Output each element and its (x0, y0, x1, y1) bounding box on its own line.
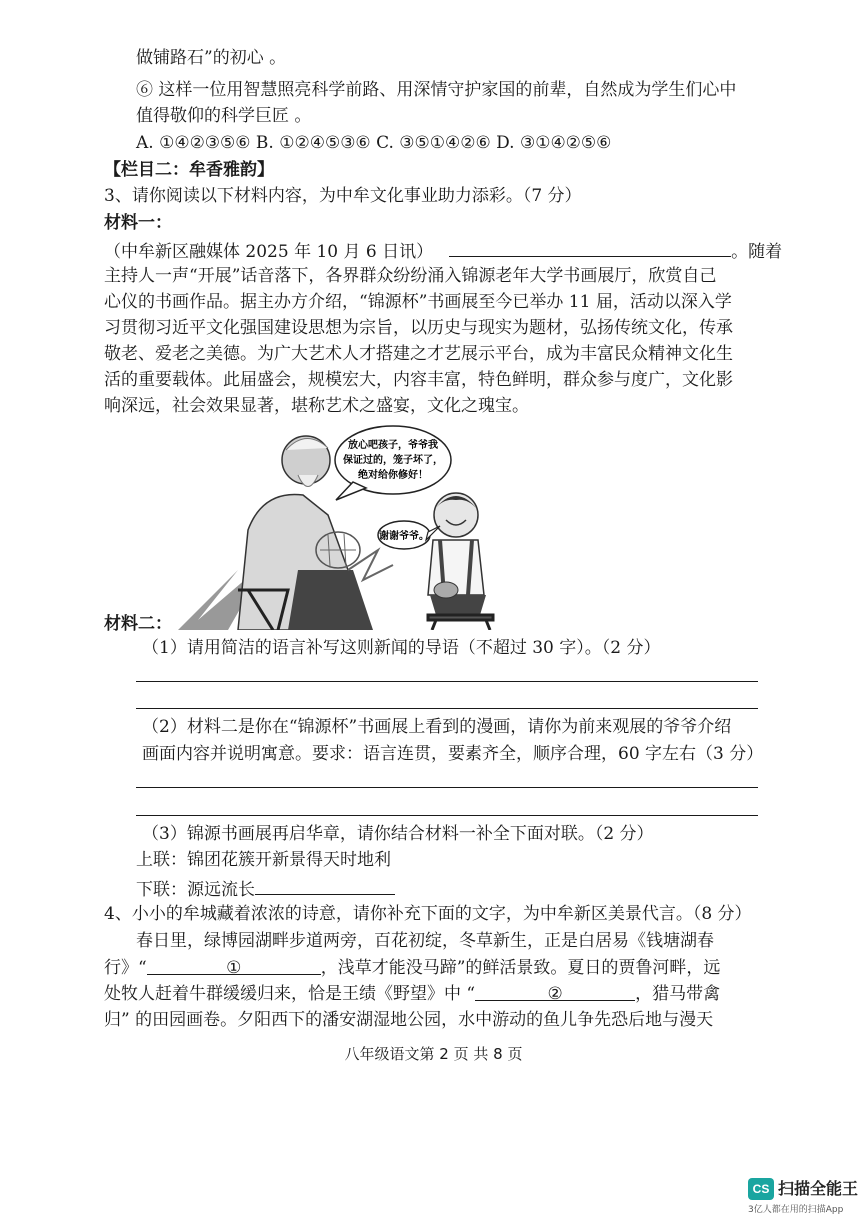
scanner-logo-icon: CS (748, 1178, 774, 1200)
q4-line-3 (104, 982, 720, 1006)
grandpa-bubble-line: 保证过的，笼子坏了， (343, 455, 443, 466)
cartoon-illustration (178, 420, 508, 630)
text-line: 春日里，绿博园湖畔步道两旁，百花初绽，冬草新生，正是白居易《钱塘湖春 (136, 931, 714, 951)
couplet-answer-blank[interactable] (255, 876, 395, 895)
text-line: 做铺路石”的初心 。 (136, 48, 287, 68)
lead-answer-blank[interactable] (449, 238, 731, 257)
poem-blank-1[interactable] (147, 956, 321, 978)
section-title: 【栏目二：牟香雅韵】 (104, 160, 274, 180)
material-1-after-blank: 。随着 (731, 242, 783, 262)
material-2-label: 材料二： (104, 614, 172, 634)
answer-line[interactable] (136, 787, 758, 788)
material-1-lead-line (104, 238, 782, 264)
answer-line[interactable] (136, 681, 758, 682)
text-line: 归” 的田园画卷。夕阳西下的潘安湖湿地公园，水中游动的鱼儿争先恐后地与漫天 (104, 1010, 714, 1030)
couplet-upper: 上联：锦团花簇开新景得天时地利 (136, 850, 391, 870)
grandpa-bubble-line: 绝对给你修好！ (358, 470, 428, 481)
text-segment: 处牧人赶着牛群缓缓归来，恰是王绩《野望》中 “ (104, 984, 476, 1004)
scanner-tagline: 3亿人都在用的扫描App (748, 1205, 844, 1215)
sub-question-3: （3）锦源书画展再启华章，请你结合材料一补全下面对联。（2 分） (142, 824, 654, 844)
material-1-lead: （中牟新区融媒体 2025 年 10 月 6 日讯） (104, 242, 434, 262)
child-bubble-text: 谢谢爷爷。 (379, 531, 429, 542)
page-footer: 八年级语文第 2 页 共 8 页 (344, 1045, 523, 1063)
blank-number: ① (226, 958, 242, 978)
answer-line[interactable] (136, 815, 758, 816)
poem-blank-2[interactable] (475, 982, 635, 1004)
text-line: 主持人一声“开展”话音落下，各界群众纷纷涌入锦源老年大学书画展厅，欣赏自己 (104, 266, 717, 286)
couplet-lower-line (136, 876, 395, 902)
text-line: 心仪的书画作品。据主办方介绍，“锦源杯”书画展至今已举办 11 届，活动以深入学 (104, 292, 732, 312)
text-line: 习贯彻习近平文化强国建设思想为宗旨，以历史与现实为题材，弘扬传统文化，传承 (104, 318, 733, 338)
grandpa-bubble-line: 放心吧孩子，爷爷我 (348, 440, 438, 451)
answer-options: A. ①④②③⑤⑥ B. ①②④⑤③⑥ C. ③⑤①④②⑥ D. ③①④②⑤⑥ (136, 133, 612, 153)
text-line: 值得敬仰的科学巨匠 。 (136, 106, 312, 126)
answer-line[interactable] (136, 708, 758, 709)
text-segment: ，浅草才能没马蹄”的鲜活景致。夏日的贾鲁河畔，远 (320, 958, 721, 978)
text-line: 敬老、爱老之美德。为广大艺术人才搭建之才艺展示平台，成为丰富民众精神文化生 (104, 344, 733, 364)
blank-number: ② (547, 984, 563, 1004)
material-1-label: 材料一： (104, 213, 172, 233)
text-line: ⑥ 这样一位用智慧照亮科学前路、用深情守护家国的前辈，自然成为学生们心中 (136, 80, 737, 100)
sub-question-2-line1: （2）材料二是你在“锦源杯”书画展上看到的漫画，请你为前来观展的爷爷介绍 (142, 717, 732, 737)
text-line: 响深远，社会效果显著，堪称艺术之盛宴，文化之瑰宝。 (104, 396, 529, 416)
text-segment: 行》“ (104, 958, 147, 978)
question-3-title: 3、请你阅读以下材料内容，为中牟文化事业助力添彩。（7 分） (104, 186, 582, 206)
text-line: 活的重要载体。此届盛会，规模宏大，内容丰富，特色鲜明，群众参与度广，文化影 (104, 370, 733, 390)
scanner-app-name: 扫描全能王 (778, 1179, 859, 1198)
question-4-title: 4、小小的牟城藏着浓浓的诗意，请你补充下面的文字，为中牟新区美景代言。（8 分） (104, 904, 752, 924)
text-segment: ，猎马带禽 (635, 984, 721, 1004)
couplet-lower: 下联：源远流长 (136, 880, 255, 900)
q4-line-2 (104, 956, 720, 980)
sub-question-1: （1）请用简洁的语言补写这则新闻的导语（不超过 30 字）。（2 分） (142, 638, 661, 658)
sub-question-2-line2: 画面内容并说明寓意。要求：语言连贯，要素齐全，顺序合理，60 字左右（3 分） (142, 744, 764, 764)
